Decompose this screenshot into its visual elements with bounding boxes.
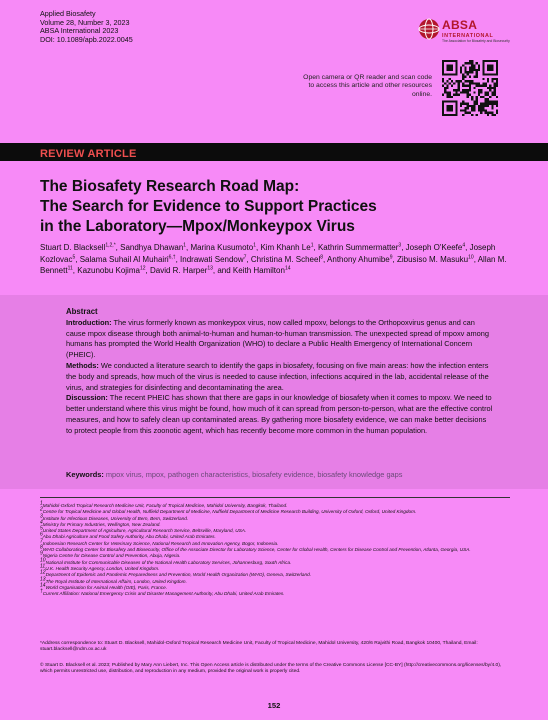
affiliation-number: 10 [40, 557, 46, 564]
journal-publisher: ABSA International 2023 [40, 26, 119, 36]
section-label: REVIEW ARTICLE [40, 148, 137, 160]
affiliation-number: 9 [40, 550, 43, 557]
affiliation-text: World Organisation for Animal Health (OIE), Paris, France. [45, 584, 168, 590]
author: David R. Harper [149, 266, 208, 276]
affiliation-text: Department of Epidemic and Pandemic Preparedness and Prevention, World Health Organization (WHO), Geneva, Switzerland. [45, 572, 312, 578]
affiliation-text: Nigeria Centre for Disease Control and Prevention, Abuja, Nigeria. [42, 553, 181, 559]
qr-instructions: Open camera or QR reader and scan code to access this article and other resources online. [303, 74, 432, 98]
affiliation-text: Current Affiliation: National Emergency Crisis and Disaster Management Authority, Abu Dhabi, United Arab Emirates. [42, 591, 285, 597]
author: Kathrin Summermatter [317, 243, 399, 252]
author-separator: , [175, 254, 181, 264]
article-title: The Biosafety Research Road Map: The Search for Evidence to Support Practices in the Laboratory—Mpox/Monkeypox Virus [40, 178, 377, 235]
author: Joseph O'Keefe [405, 243, 463, 252]
author: Allan M. Bennett [40, 254, 507, 276]
author-affiliation-ref: 1 [253, 242, 256, 249]
author-affiliation-ref: 14 [284, 265, 291, 272]
journal-header [40, 10, 133, 44]
author-separator: , [145, 266, 150, 276]
author-affiliation-ref: 1 [310, 242, 314, 249]
author-affiliation-ref: 5 [72, 253, 76, 260]
affiliation-text: The Royal Institute of International Affairs, London, United Kingdom. [45, 578, 187, 584]
affiliation-text: WHO Collaborating Center for Biosafety and Biosecurity, Office of the Associate Director for Laboratory Science, Center for Global Health, Centers for Disease Control and Prevention, Atlanta, Georgia, USA. [42, 547, 471, 553]
author-separator: , [115, 243, 121, 252]
abstract-introduction: Introduction: The virus formerly known as monkeypox virus, now called mpoxv, belongs to the Orthopoxvirus genus and can cause mpox disease through both animal-to-human and human-to-human transmission. The unexpected spread of mpoxv among humans has prompted the World Health Organization (WHO) to declare a Public Health Emergency of International Concern (PHEIC). [66, 317, 490, 360]
author-affiliation-ref: 12 [139, 265, 146, 272]
affiliation-number: 13 [40, 576, 46, 582]
author-affiliation-ref: 1 [183, 242, 187, 249]
author-separator: , and [212, 266, 233, 276]
author: Kim Khanh Le [260, 243, 311, 252]
author: Kazunobu Kojima [77, 266, 140, 276]
affiliation-text: U.K. Health Security Agency, London, United Kingdom. [45, 565, 160, 571]
author-separator: , [255, 243, 261, 252]
affiliation-text: Ministry for Primary Industries, Wellington, New Zealand. [42, 521, 161, 527]
author-separator: , [323, 254, 328, 264]
affiliation-text: Abu Dhabi Agriculture and Food Safety Authority, Abu Dhabi, United Arab Emirates. [42, 534, 216, 540]
author: Keith Hamilton [232, 266, 285, 276]
author-affiliation-ref: 9 [389, 253, 393, 260]
author: Joseph Kozlovac [40, 243, 496, 264]
author-affiliation-ref: 6,† [168, 253, 176, 260]
affiliation-number: 14 [40, 582, 46, 589]
author-separator: , [401, 243, 406, 252]
journal-volume: Volume 28, Number 3, 2023 [40, 17, 130, 27]
divider [40, 497, 510, 498]
affiliation-number: 8 [40, 544, 43, 551]
author-affiliation-ref: 3 [398, 242, 402, 249]
author: Indrawati Sendow [180, 254, 244, 264]
absa-globe-icon [418, 18, 440, 40]
author-list [40, 242, 510, 277]
author: Christina M. Scheel [250, 254, 321, 264]
author-separator: , [72, 266, 78, 276]
author-separator: , [392, 254, 397, 264]
affiliation-number: 6 [40, 531, 43, 538]
author: Stuart D. Blacksell [40, 243, 106, 252]
affiliation-text: Mahidol-Oxford Tropical Research Medicine Unit, Faculty of Tropical Medicine, Mahidol University, Bangkok, Thailand. [42, 503, 288, 508]
correspondence: *Address correspondence to: Stuart D. Blacksell, Mahidol-Oxford Tropical Research Medicine Unit, Faculty of Tropical Medicine, Mahidol University, 420/6 Rajvithi Road, Bangkok 10400, Thailand, Email: stuart.blacksell@ndm.ox.ac.uk [40, 641, 478, 653]
author-affiliation-ref: 13 [207, 265, 213, 272]
author-affiliation-ref: 1,2,* [105, 242, 116, 249]
author-affiliation-ref: 8 [320, 253, 324, 260]
affiliation-text: National Institute for Communicable Diseases of the National Health Laboratory Services, Johannesburg, South Africa. [45, 559, 292, 565]
affiliation-number: 4 [40, 519, 43, 526]
affiliation-text: Indonesian Research Center for Veterinary Science, National Research and Innovation Agency, Bogor, Indonesia. [42, 540, 279, 546]
author-separator: , [473, 254, 478, 264]
keywords: Keywords: mpox virus, mpox, pathogen characteristics, biosafety evidence, biosafety knowledge gaps [66, 470, 403, 479]
affiliation-text: United States Department of Agriculture, Agricultural Research Service, Beltsville, Maryland, USA. [42, 528, 247, 534]
absa-logo [418, 16, 518, 42]
author-affiliation-ref: 10 [468, 253, 474, 260]
affiliation-number: 7 [40, 538, 43, 545]
author-affiliation-ref: 4 [462, 242, 466, 249]
author-separator: , [246, 254, 251, 264]
abstract-discussion: Discussion: The recent PHEIC has shown that there are gaps in our knowledge of biosafety when it comes to mpoxv. We need to better understand where this virus might be found, how much of it can spread from person-to-person, what are the effective control measures, and how to safely clean up contaminated areas. By gathering more biosafety evidence, we can make better decisions to protect people from this zoonotic agent, which has recently become more common in the human population. [66, 393, 493, 435]
journal-doi[interactable]: DOI: 10.1089/apb.2022.0045 [40, 34, 133, 44]
abstract-heading: Abstract [66, 307, 98, 316]
affiliation-number: 3 [40, 513, 43, 520]
author-separator: , [186, 243, 191, 252]
logo-subtitle: INTERNATIONAL The Association for Biosafety and Biosecurity [442, 33, 510, 43]
author: Sandhya Dhawan [120, 243, 184, 252]
journal-name: Applied Biosafety [40, 9, 96, 18]
abstract-methods: Methods: We conducted a literature search to identify the gaps in biosafety, focusing on five main areas: how the infection enters the body and spreads, how much of the virus is needed to cause infection, infections acquired in the lab, accidental release of the virus, and strategies for disinfecting and decontaminating the area. [66, 360, 489, 392]
qr-code-icon[interactable] [442, 60, 498, 116]
author-affiliation-ref: 11 [67, 265, 73, 272]
author: Anthony Ahumibe [327, 254, 390, 264]
affiliation-number: 11 [40, 563, 46, 570]
affiliations [40, 500, 512, 597]
author-affiliation-ref: 7 [243, 253, 247, 260]
page-number: 152 [267, 701, 281, 710]
author-separator: , [465, 243, 470, 252]
affiliation-number: 2 [40, 506, 43, 513]
author: Marina Kusumoto [190, 243, 254, 252]
affiliation-item [40, 588, 512, 597]
logo-name: ABSA [442, 18, 478, 32]
author-separator: , [75, 254, 80, 264]
keywords-value[interactable]: mpox virus, mpox, pathogen characteristics, biosafety evidence, biosafety knowledge gaps [105, 470, 403, 479]
affiliation-number: 5 [40, 525, 43, 532]
author-separator: , [313, 243, 318, 252]
author: Zibusiso M. Masuku [396, 254, 469, 264]
affiliation-number: 1 [40, 500, 43, 507]
copyright-notice: © Stuart D. Blacksell et al. 2023; Published by Mary Ann Liebert, Inc. This Open Access article is distributed under the terms of the Creative Commons License [CC-BY] (http://creativecommons.org/licenses/by/4.0), which permits unrestricted use, distribution, and reproduction in any medium, provided the original work is properly cited. [40, 663, 502, 675]
affiliation-number: † [40, 588, 43, 595]
abstract [66, 307, 494, 437]
affiliation-number: 12 [40, 569, 46, 576]
author: Salama Suhail Al Muhairi [79, 254, 169, 264]
affiliation-text: Centre for Tropical Medicine and Global Health, Nuffield Department of Medicine, Nuffield Department of Medicine Research Building, University of Oxford, Oxford, United Kingdom. [42, 509, 417, 515]
affiliation-text: Institute for Infectious Diseases, University of Bern, Bern, Switzerland. [42, 515, 189, 521]
